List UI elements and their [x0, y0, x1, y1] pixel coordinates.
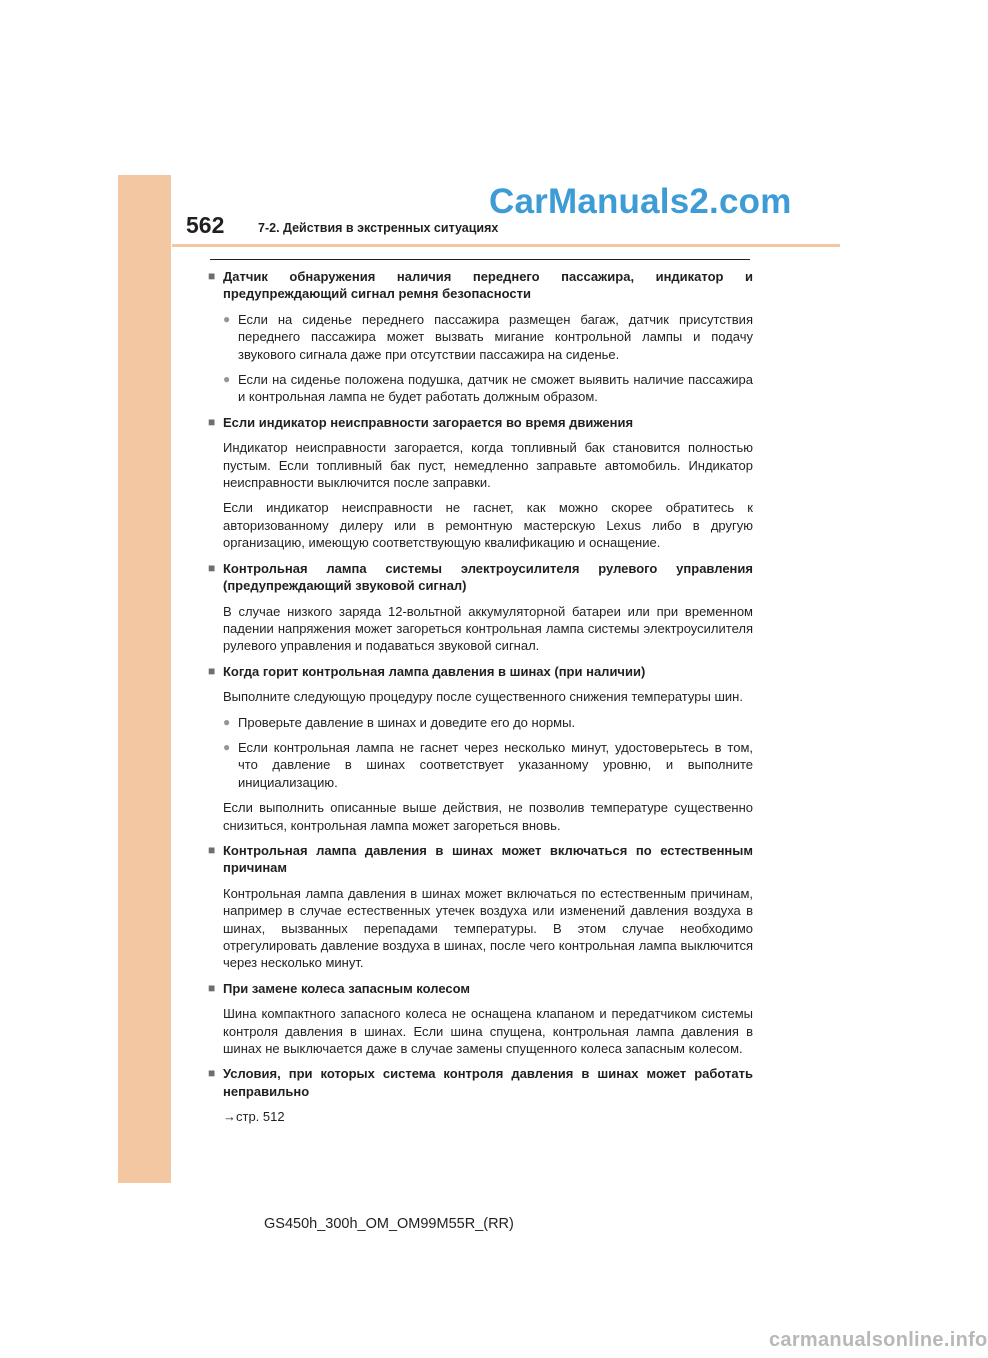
list-item: ● Если на сиденье положена подушка, датчик не сможет выявить наличие пассажира и контрольная лампа не будет работать должным образом.: [223, 372, 753, 405]
section-heading: ■ Контрольная лампа давления в шинах может включаться по естественным причинам: [208, 842, 753, 876]
square-bullet-icon: ■: [208, 663, 216, 678]
square-bullet-icon: ■: [208, 414, 216, 429]
side-tab-band: [118, 175, 171, 1183]
paragraph: Выполните следующую процедуру после существенного снижения температуры шин.: [223, 689, 743, 705]
page-number: 562: [186, 212, 225, 238]
content-divider: [210, 259, 750, 260]
square-bullet-icon: ■: [208, 980, 216, 995]
paragraph: Если индикатор неисправности не гаснет, как можно скорее обратитесь к авторизованному дилеру или в ремонтную мастерскую Lexus либо в другую организацию, имеющую соответствующую квалификацию и оснащение.: [223, 500, 753, 551]
section-title: 7-2. Действия в экстренных ситуациях: [258, 221, 499, 235]
round-bullet-icon: ●: [223, 372, 231, 387]
square-bullet-icon: ■: [208, 560, 216, 575]
page-reference-link[interactable]: →стр. 512: [223, 1109, 285, 1125]
paragraph: Контрольная лампа давления в шинах может включаться по естественным причинам, например в случае естественных утечек воздуха или изменений давления воздуха в шинах, вызванных перепадами температуры. В этом случае необходимо отрегулировать давление воздуха в шинах, после чего контрольная лампа выключится через несколько минут.: [223, 885, 753, 971]
paragraph: Шина компактного запасного колеса не оснащена клапаном и передатчиком системы контроля давления в шинах. Если шина спущена, контрольная лампа давления в шинах не выключается даже в случае замены спущенного колеса запасным колесом.: [223, 1006, 753, 1057]
paragraph: Если выполнить описанные выше действия, не позволив температуре существенно снизиться, контрольная лампа может загореться вновь.: [223, 800, 753, 833]
site-watermark: carmanualsonline.info: [769, 1329, 988, 1351]
manual-code: GS450h_300h_OM_OM99M55R_(RR): [264, 1216, 514, 1232]
paragraph: В случае низкого заряда 12-вольтной аккумуляторной батареи или при временном падении напряжения может загореться контрольная лампа системы электроусилителя рулевого управления и подаваться звуковой сигнал.: [223, 603, 753, 654]
page-content: [208, 268, 753, 1134]
list-item: ● Если контрольная лампа не гаснет через несколько минут, удостоверьтесь в том, что давление в шинах соответствует указанному уровню, и выполните инициализацию.: [223, 739, 753, 790]
section-heading: ■ Условия, при которых система контроля давления в шинах может работать неправильно: [208, 1066, 753, 1099]
section-heading: ■ Датчик обнаружения наличия переднего пассажира, индикатор и предупреждающий сигнал ремня безопасности: [208, 269, 753, 302]
header-divider: [172, 244, 840, 247]
section-heading: ■ Контрольная лампа системы электроусилителя рулевого управления (предупреждающий звуковой сигнал): [208, 560, 753, 594]
section-heading: ■ Когда горит контрольная лампа давления в шинах (при наличии): [208, 663, 646, 679]
watermark-logo: CarManuals2.com: [489, 182, 792, 221]
round-bullet-icon: ●: [223, 714, 231, 729]
round-bullet-icon: ●: [223, 739, 231, 754]
list-item: ● Если на сиденье переднего пассажира размещен багаж, датчик присутствия переднего пассажира может вызвать мигание контрольной лампы и подачу звукового сигнала даже при отсутствии пассажира на сиденье.: [223, 311, 753, 362]
section-heading: ■ При замене колеса запасным колесом: [208, 980, 471, 996]
list-item: ● Проверьте давление в шинах и доведите его до нормы.: [223, 714, 576, 730]
round-bullet-icon: ●: [223, 311, 231, 326]
paragraph: Индикатор неисправности загорается, когда топливный бак становится полностью пустым. Если топливный бак пуст, немедленно заправьте автомобиль. Индикатор неисправности выключится после заправки.: [223, 440, 753, 491]
square-bullet-icon: ■: [208, 842, 216, 857]
square-bullet-icon: ■: [208, 1066, 216, 1081]
section-heading: ■ Если индикатор неисправности загорается во время движения: [208, 414, 634, 430]
square-bullet-icon: ■: [208, 269, 216, 283]
